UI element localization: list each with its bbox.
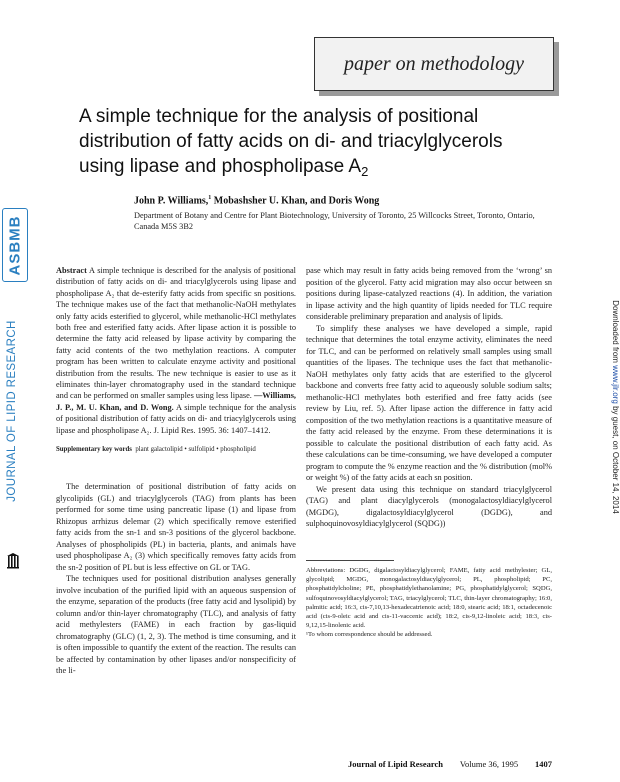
- article-title: [79, 104, 549, 184]
- footer-volume: Volume 36, 1995: [459, 759, 519, 769]
- article-title-main: A simple technique for the analysis of positional distribution of fatty acids on di- and triacylglycerols using lipase and phospholipase A: [79, 106, 503, 177]
- keywords-items: plant galactolipid • sulfolipid • phospholipid: [135, 446, 256, 453]
- library-building-icon: [6, 553, 20, 569]
- keywords-head: Supplementary key words: [56, 446, 132, 453]
- keywords: [56, 445, 301, 454]
- body-right-paragraph: To simplify these analyses we have developed a simple, rapid technique that determines the total enzyme activity, eliminates the need for TLC, and can be performed on relatively small samples using small quantities of the lipases. The technique uses the fact that methanolic-NaOH methylates only fatty acids that are esterified to the glycerol backbone and converts free fatty acid to aqueously soluble sodium salts; methanolic-HCl methylates both esterified and free fatty acids (see review by Liu, ref. 5). After lipase action the difference in fatty acid composition of the two methylation reactions is a quantitative measure of the fatty acid released by the enzyme. From these determinations it is possible to calculate the positional distribution of each fatty acid. As these calculations can be time-consuming, we have developed a computer program to compute the % enzyme reaction and the % distribution (mol% or weight %) of the fatty acids at each sn position.: [306, 323, 552, 482]
- footer-page-number: 1407: [535, 759, 552, 769]
- article-title-subscript: 2: [361, 164, 369, 179]
- body-right-column: [306, 265, 552, 530]
- section-label-box: [314, 37, 554, 91]
- footnotes: [306, 566, 552, 640]
- author-footnote-mark: 1: [208, 195, 212, 201]
- journal-side-title: JOURNAL OF LIPID RESEARCH: [6, 320, 18, 502]
- section-label: paper on methodology: [344, 52, 524, 75]
- affiliation: Department of Botany and Centre for Plant Biotechnology, University of Toronto, 25 Willcocks Street, Toronto, Ontario, Canada M5S 3B2: [134, 211, 535, 231]
- correspondence-footnote: ¹To whom correspondence should be addressed.: [306, 631, 433, 639]
- page-footer: [348, 759, 552, 769]
- footer-journal: Journal of Lipid Research: [348, 759, 444, 769]
- download-strip: [608, 257, 620, 557]
- download-prefix: Downloaded from: [611, 300, 620, 363]
- body-right-paragraph: We present data using this technique on standard triacylglycerol (TAG) and plant diacylglycerols (monogalactosyldiacylglycerol (MGDG), digalactosyldiacylglycerol (DGDG), and sulphoquinovosyldiacylglycerol (SQDG)): [306, 484, 552, 528]
- download-link[interactable]: www.jlr.org: [611, 365, 620, 404]
- body-left-column: [56, 481, 296, 677]
- abstract: [56, 265, 296, 436]
- abbreviations-footnote: Abbreviations: DGDG, digalactosyldiacylglycerol; FAME, fatty acid methylester; GL, glycolipid; MGDG, monogalactosyldiacylglycerol; PL, phospholipid; PC, phosphatidylcholine; PE, phosphatidylethanolamine; PG, phosphatidylglycerol; SQDG, sulfoquinovosyldiacylglycerol; TAG, triacylglycerol; TLC, thin-layer chromatography; 16:0, palmitic acid; 16:3, cis-7,10,13-hexadecatrienoic acid; 18:0, stearic acid; 18:1, octadecenoic acid (cis-9-oleic acid and cis-11-vaccenic acid); 18:2, cis-9,12-linoleic acid; 18:3, cis-9,12,15-linolenic acid.: [306, 567, 552, 630]
- footnote-divider: [306, 560, 394, 561]
- body-right-paragraph: pase which may result in fatty acids being removed from the ‘wrong’ sn position of the glycerol. Fatty acid migration may also occur between sn positions during lipase-catalyzed reactions (4). In addition, the variation in lipase activity and the high quantity of lipids needed for TLC require considerable preliminary preparation and analysis of lipids.: [306, 266, 552, 321]
- abstract-text: A simple technique is described for the analysis of positional distribution of fatty acids on di- and triacylglycerols using lipase and phospholipase A₂ that de-esterify fatty acids from specific sn positions. The technique makes use of the fact that methanolic-NaOH methylates only fatty acids esterified to glycerol, while methanolic-HCl methylates both free and esterified fatty acids. After lipase action it is possible to determine the fatty acid released by lipase activity by comparing the fatty acid contents of the two methylation reactions. A computer program has been written to calculate enzyme activity and positional distribution from the results. The new technique is easier to use as it eliminates thin-layer chromatography used in the standard technique and can be performed on smaller samples using less lipase.: [56, 266, 296, 401]
- body-left-paragraph: The techniques used for positional distribution analyses generally involve incubation of the purified lipid with an aqueous suspension of the enzyme, separation of the products (free fatty acid and lysolipid) by column and/or thin-layer chromatography (TLC), and analysis of fatty acid methylesters (FAME) in each fraction by gas-liquid chromatography (GLC) (1, 2, 3). The method is time consuming, and it is often impossible to quantify the extent of the reaction. The results can be affected by contamination by other lipases and/or nonspecificity of the li-: [56, 574, 296, 675]
- author-rest: Mobashsher U. Khan, and Doris Wong: [211, 195, 380, 207]
- asbmb-logo: [2, 208, 28, 282]
- body-left-paragraph: The determination of positional distribution of fatty acids on glycolipids (GL) and triacylglycerols (TAG) from plants has been performed for some time using pancreatic lipase (1) and lipase from Rhizopus arrhizus delemar (2) which specifically remove esterified fatty acids from the sn-1 and sn-3 positions of the glycerol backbone. Analyses of phospholipids (PL) in bacteria, plants, and animals have used phospholipase A₂ (3) which specifically removes fatty acids from the sn-2 position of PL but is less effective on GL or TAG.: [56, 482, 296, 572]
- abstract-head: Abstract: [56, 266, 87, 275]
- asbmb-logo-text: ASBMB: [6, 215, 24, 275]
- abstract-citation: —Williams, J. P., M. U. Khan, and D. Wong.: [56, 391, 297, 412]
- abstract-citation-rest: A simple technique for the analysis of positional distribution of fatty acids on di- and triacylglycerols using lipase and phospholipase A₂. J. Lipid Res. 1995. 36: 1407–1412.: [56, 402, 296, 435]
- authors: [134, 195, 554, 206]
- author-first: John P. Williams,: [134, 195, 209, 207]
- download-suffix: by guest, on October 14, 2014: [611, 406, 620, 514]
